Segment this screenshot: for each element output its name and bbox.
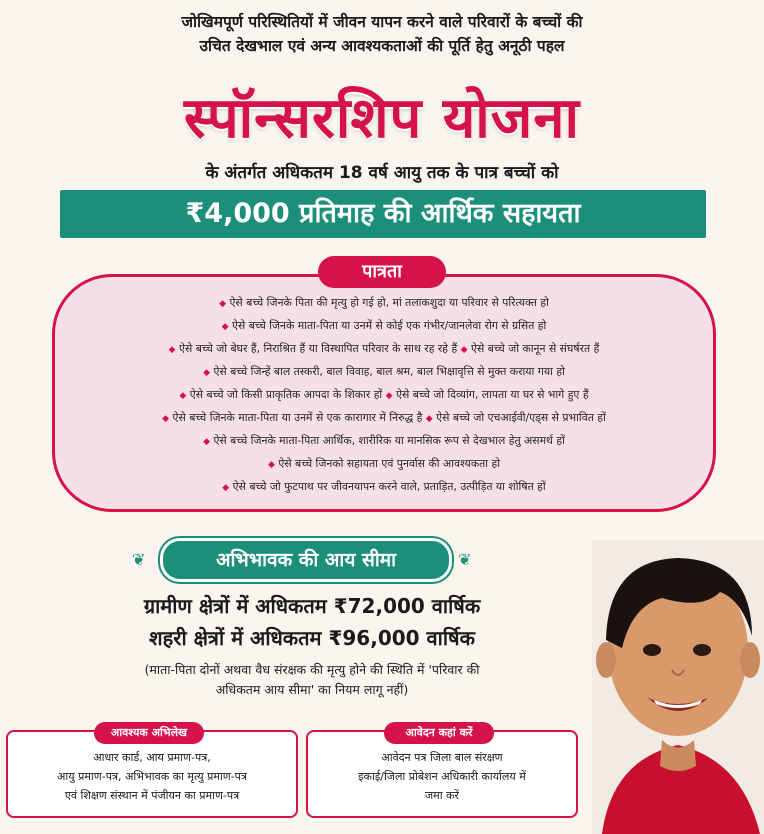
child-ear-right bbox=[740, 642, 760, 678]
eligibility-item: ऐसे बच्चे जिन्हें बाल तस्करी, बाल विवाह, बाल श्रम, बाल भिक्षावृत्ति से मुक्त कराया गया हो bbox=[213, 365, 565, 378]
bullet-icon: ◆ bbox=[221, 322, 229, 332]
income-limit-label: अभिभावक की आय सीमा bbox=[160, 538, 452, 582]
scheme-subtitle: के अंतर्गत अधिकतम 18 वर्ष आयु तक के पात्र बच्चों को bbox=[205, 163, 559, 183]
eligibility-row bbox=[60, 315, 708, 338]
assistance-banner: ₹4,000 प्रतिमाह की आर्थिक सहायता bbox=[60, 190, 706, 238]
income-note-line-2: अधिकतम आय सीमा' का नियम लागू नहीं) bbox=[215, 682, 409, 697]
bullet-icon: ◆ bbox=[219, 299, 227, 309]
eligibility-item: ऐसे बच्चे जिनके माता-पिता आर्थिक, शारीरिक या मानसिक रूप से देखभाल हेतु असमर्थ हों bbox=[213, 434, 565, 447]
eligibility-item: ऐसे बच्चे जिनके पिता की मृत्यु हो गई हो, मां तलाकशुदा या परिवार से परित्यक्त हो bbox=[229, 296, 549, 309]
apply-label: आवेदन कहां करें bbox=[384, 722, 494, 744]
eligibility-item: ऐसे बच्चे जो फुटपाथ पर जीवनयापन करने वाले, प्रताड़ित, उत्पीड़ित या शोषित हों bbox=[232, 480, 546, 493]
documents-line-1: आधार कार्ड, आय प्रमाण-पत्र, bbox=[93, 751, 211, 764]
rural-income-limit: ग्रामीण क्षेत्रों में अधिकतम ₹72,000 वार्षिक bbox=[143, 594, 481, 618]
bullet-icon: ◆ bbox=[162, 414, 170, 424]
urban-income-limit: शहरी क्षेत्रों में अधिकतम ₹96,000 वार्षिक bbox=[149, 626, 475, 650]
apply-line-3: जमा करें bbox=[424, 789, 460, 802]
child-ear-left bbox=[596, 642, 616, 678]
eligibility-item: ऐसे बच्चे जो दिव्यांग, लापता या घर से भागे हुए हैं bbox=[396, 388, 589, 401]
apply-line-2: इकाई/जिला प्रोबेशन अधिकारी कार्यालय में bbox=[358, 770, 526, 783]
child-eye-left bbox=[643, 644, 661, 656]
documents-line-2: आयु प्रमाण-पत्र, अभिभावक का मृत्यु प्रमाण-पत्र bbox=[56, 770, 248, 783]
eligibility-item: ऐसे बच्चे जिनको सहायता एवं पुनर्वास की आवश्यकता हो bbox=[278, 457, 501, 470]
intro-text bbox=[0, 10, 764, 58]
flourish-left-icon: ❦ bbox=[132, 550, 146, 569]
eligibility-item: ऐसे बच्चे जो बेघर हैं, निराश्रित हैं या विस्थापित परिवार के साथ रह रहे हैं bbox=[179, 342, 458, 355]
eligibility-row bbox=[60, 430, 708, 453]
eligibility-row bbox=[60, 338, 708, 361]
bullet-icon: ◆ bbox=[222, 483, 230, 493]
bullet-icon: ◆ bbox=[179, 391, 187, 401]
eligibility-row bbox=[60, 407, 708, 430]
documents-text bbox=[8, 748, 296, 805]
flourish-right-icon: ❦ bbox=[458, 550, 472, 569]
bullet-icon: ◆ bbox=[267, 460, 275, 470]
bullet-icon: ◆ bbox=[460, 345, 468, 355]
apply-text bbox=[308, 748, 576, 805]
eligibility-item: ऐसे बच्चे जिनके माता-पिता या उनमें से कोई एक गंभीर/जानलेवा रोग से ग्रसित हो bbox=[232, 319, 547, 332]
bullet-icon: ◆ bbox=[425, 414, 433, 424]
eligibility-item: ऐसे बच्चे जो एचआईवी/एड्स से प्रभावित हों bbox=[436, 411, 606, 424]
intro-line-2: उचित देखभाल एवं अन्य आवश्यकताओं की पूर्ति हेतु अनूठी पहल bbox=[199, 37, 565, 55]
eligibility-item: ऐसे बच्चे जिनके माता-पिता या उनमें से एक कारागार में निरुद्ध है bbox=[172, 411, 423, 424]
bullet-icon: ◆ bbox=[168, 345, 176, 355]
bullet-icon: ◆ bbox=[203, 368, 211, 378]
intro-line-1: जोखिमपूर्ण परिस्थितियों में जीवन यापन करने वाले परिवारों के बच्चों की bbox=[181, 13, 583, 31]
eligibility-row bbox=[60, 361, 708, 384]
eligibility-row bbox=[60, 384, 708, 407]
income-note-line-1: (माता-पिता दोनों अथवा वैध संरक्षक की मृत्यु होने की स्थिति में 'परिवार की bbox=[144, 662, 480, 677]
income-note bbox=[40, 660, 584, 700]
bullet-icon: ◆ bbox=[203, 437, 210, 447]
child-photo bbox=[592, 540, 764, 834]
documents-label: आवश्यक अभिलेख bbox=[94, 722, 204, 744]
eligibility-label: पात्रता bbox=[318, 256, 446, 288]
bullet-icon: ◆ bbox=[385, 391, 393, 401]
documents-line-3: एवं शिक्षण संस्थान में पंजीयन का प्रमाण-पत्र bbox=[64, 789, 240, 802]
eligibility-item: ऐसे बच्चे जो किसी प्राकृतिक आपदा के शिकार हों bbox=[189, 388, 383, 401]
scheme-title: स्पॉन्सरशिप योजना bbox=[184, 86, 580, 151]
eligibility-row bbox=[60, 476, 708, 499]
eligibility-row bbox=[60, 453, 708, 476]
child-eye-right bbox=[693, 644, 711, 656]
eligibility-list bbox=[60, 292, 708, 499]
eligibility-row bbox=[60, 292, 708, 315]
apply-line-1: आवेदन पत्र जिला बाल संरक्षण bbox=[381, 751, 503, 764]
eligibility-item: ऐसे बच्चे जो कानून से संघर्षरत हैं bbox=[470, 342, 600, 355]
